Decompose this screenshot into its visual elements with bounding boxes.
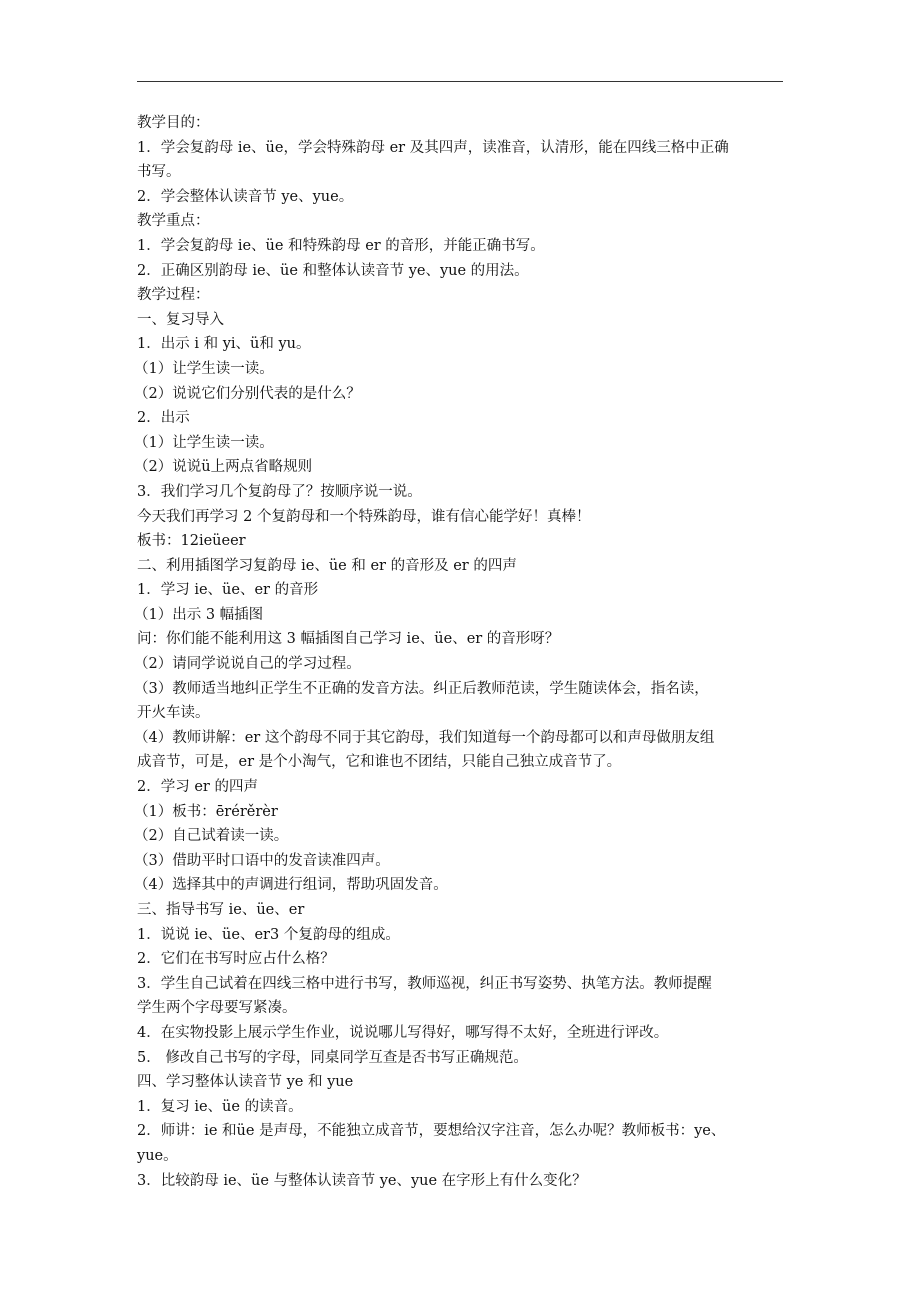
text-line: 3．我们学习几个复韵母了？按顺序说一说。 (137, 483, 422, 500)
subsection-heading: 一、复习导入 (137, 311, 224, 328)
text-line: 2．学习 er 的四声 (137, 779, 258, 796)
text-line: （1）板书：ērérěrèr (134, 803, 278, 820)
text-line: 2．出示 (137, 410, 190, 427)
text-line: 3．比较韵母 ie、üe 与整体认读音节 ye、yue 在字形上有什么变化？ (137, 1172, 587, 1189)
text-line: 1．学会复韵母 ie、üe，学会特殊韵母 er 及其四声，读准音，认清形，能在四线三格中正确 (137, 139, 729, 156)
text-line: 今天我们再学习 2 个复韵母和一个特殊韵母，谁有信心能学好！真棒！ (137, 508, 591, 525)
text-line: （4）选择其中的声调进行组词，帮助巩固发音。 (134, 877, 448, 894)
text-line: （4）教师讲解：er 这个韵母不同于其它韵母，我们知道每一个韵母都可以和声母做朋友组 (134, 729, 715, 746)
text-line: 1．学习 ie、üe、er 的音形 (137, 582, 319, 599)
text-line: 4．在实物投影上展示学生作业，说说哪儿写得好，哪写得不太好，全班进行评改。 (137, 1024, 669, 1041)
text-line: （2）自己试着读一读。 (134, 828, 289, 845)
text-line: （1）出示 3 幅插图 (134, 606, 264, 623)
text-line: 1．复习 ie、üe 的读音。 (137, 1098, 303, 1115)
subsection-heading: 三、指导书写 ie、üe、er (137, 902, 305, 918)
text-line: 2．它们在书写时应占什么格？ (137, 951, 335, 968)
section-heading-process: 教学过程： (137, 287, 210, 304)
text-line: 开火车读。 (137, 705, 210, 722)
text-line: （2）说说ü上两点省略规则 (134, 459, 313, 476)
text-line: 板书：12ieüeer (137, 533, 246, 550)
section-heading-objectives: 教学目的： (137, 115, 210, 131)
text-line: 学生两个字母要写紧凑。 (137, 1000, 297, 1017)
text-line: 3．学生自己试着在四线三格中进行书写，教师巡视，纠正书写姿势、执笔方法。教师提醒 (137, 975, 712, 992)
document-body (134, 111, 787, 1193)
text-line: 1．说说 ie、üe、er3 个复韵母的组成。 (137, 926, 400, 943)
text-line: yue。 (137, 1147, 178, 1164)
text-line: 2．正确区别韵母 ie、üe 和整体认读音节 ye、yue 的用法。 (137, 262, 529, 279)
subsection-heading: 二、利用插图学习复韵母 ie、üe 和 er 的音形及 er 的四声 (137, 557, 517, 574)
text-line: （2）说说它们分别代表的是什么？ (134, 385, 361, 402)
text-line: 成音节，可是，er 是个小淘气，它和谁也不团结，只能自己独立成音节了。 (137, 754, 622, 771)
text-line: 书写。 (137, 164, 181, 181)
subsection-heading: 四、学习整体认读音节 ye 和 yue (137, 1074, 354, 1091)
text-line: 2．学会整体认读音节 ye、yue。 (137, 188, 354, 205)
text-line: （2）请同学说说自己的学习过程。 (134, 656, 361, 673)
text-line: 5． 修改自己书写的字母，同桌同学互查是否书写正确规范。 (137, 1049, 528, 1066)
header-rule (137, 81, 783, 82)
text-line: （3）借助平时口语中的发音读准四声。 (134, 852, 390, 869)
text-line: 1．出示 i 和 yi、ü和 yu。 (137, 336, 311, 353)
section-heading-key-points: 教学重点： (137, 213, 210, 230)
text-line: 2．师讲：ie 和üe 是声母，不能独立成音节，要想给汉字注音，怎么办呢？教师板书：ye、 (137, 1123, 726, 1140)
text-line: （1）让学生读一读。 (134, 360, 274, 377)
text-line: 1．学会复韵母 ie、üe 和特殊韵母 er 的音形，并能正确书写。 (137, 237, 545, 254)
text-line: （3）教师适当地纠正学生不正确的发音方法。纠正后教师范读，学生随读体会，指名读， (134, 680, 709, 697)
text-line: （1）让学生读一读。 (134, 434, 274, 451)
text-line: 问：你们能不能利用这 3 幅插图自己学习 ie、üe、er 的音形呀？ (137, 631, 560, 648)
